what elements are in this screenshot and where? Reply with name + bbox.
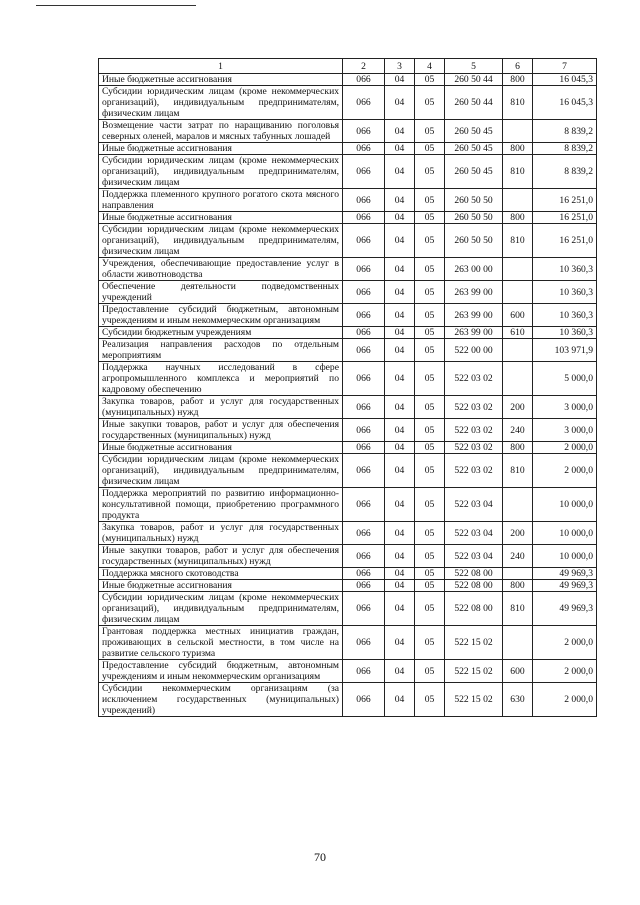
target-article-cell: 522 08 00 xyxy=(445,580,503,592)
amount-cell: 2 000,0 xyxy=(533,442,597,454)
table-row xyxy=(99,396,597,419)
expense-type-cell xyxy=(503,258,533,281)
table-row xyxy=(99,592,597,626)
amount-cell: 10 360,3 xyxy=(533,281,597,304)
section-code-cell: 04 xyxy=(385,224,415,258)
section-code-cell: 04 xyxy=(385,327,415,339)
ministry-code-cell: 066 xyxy=(343,281,385,304)
subsection-code-cell: 05 xyxy=(415,660,445,683)
ministry-code-cell: 066 xyxy=(343,419,385,442)
table-row xyxy=(99,488,597,522)
expense-type-cell: 600 xyxy=(503,304,533,327)
subsection-code-cell: 05 xyxy=(415,362,445,396)
subsection-code-cell: 05 xyxy=(415,454,445,488)
expense-type-cell: 800 xyxy=(503,74,533,86)
expense-type-cell: 810 xyxy=(503,86,533,120)
subsection-code-cell: 05 xyxy=(415,74,445,86)
amount-cell: 16 045,3 xyxy=(533,74,597,86)
ministry-code-cell: 066 xyxy=(343,120,385,143)
ministry-code-cell: 066 xyxy=(343,683,385,717)
column-header: 1 xyxy=(99,59,343,74)
section-code-cell: 04 xyxy=(385,626,415,660)
subsection-code-cell: 05 xyxy=(415,339,445,362)
subsection-code-cell: 05 xyxy=(415,86,445,120)
table-row xyxy=(99,155,597,189)
target-article-cell: 522 00 00 xyxy=(445,339,503,362)
target-article-cell: 522 03 02 xyxy=(445,419,503,442)
expense-type-cell: 610 xyxy=(503,327,533,339)
table-row xyxy=(99,189,597,212)
ministry-code-cell: 066 xyxy=(343,327,385,339)
column-header: 7 xyxy=(533,59,597,74)
table-row xyxy=(99,683,597,717)
column-header: 2 xyxy=(343,59,385,74)
target-article-cell: 263 00 00 xyxy=(445,258,503,281)
expense-name-cell: Предоставление субсидий бюджетным, автономным учреждениям и иным некоммерческим организациям xyxy=(99,660,343,683)
expense-type-cell xyxy=(503,362,533,396)
amount-cell: 2 000,0 xyxy=(533,626,597,660)
table-row xyxy=(99,660,597,683)
expense-type-cell: 240 xyxy=(503,419,533,442)
target-article-cell: 263 99 00 xyxy=(445,304,503,327)
subsection-code-cell: 05 xyxy=(415,189,445,212)
table-row xyxy=(99,568,597,580)
appropriations-table xyxy=(98,58,597,717)
expense-name-cell: Субсидии юридическим лицам (кроме некоммерческих организаций), индивидуальным предпринимателям, физическим лицам xyxy=(99,592,343,626)
table-row xyxy=(99,454,597,488)
target-article-cell: 522 15 02 xyxy=(445,626,503,660)
target-article-cell: 260 50 50 xyxy=(445,212,503,224)
table-row xyxy=(99,580,597,592)
amount-cell: 49 969,3 xyxy=(533,580,597,592)
subsection-code-cell: 05 xyxy=(415,592,445,626)
ministry-code-cell: 066 xyxy=(343,74,385,86)
ministry-code-cell: 066 xyxy=(343,143,385,155)
section-code-cell: 04 xyxy=(385,683,415,717)
expense-type-cell: 810 xyxy=(503,224,533,258)
expense-type-cell: 810 xyxy=(503,454,533,488)
expense-type-cell xyxy=(503,281,533,304)
ministry-code-cell: 066 xyxy=(343,189,385,212)
ministry-code-cell: 066 xyxy=(343,580,385,592)
ministry-code-cell: 066 xyxy=(343,396,385,419)
amount-cell: 16 045,3 xyxy=(533,86,597,120)
expense-name-cell: Закупка товаров, работ и услуг для государственных (муниципальных) нужд xyxy=(99,522,343,545)
expense-name-cell: Возмещение части затрат по наращиванию поголовья северных оленей, маралов и мясных табунных лошадей xyxy=(99,120,343,143)
subsection-code-cell: 05 xyxy=(415,568,445,580)
table-row xyxy=(99,304,597,327)
amount-cell: 10 000,0 xyxy=(533,545,597,568)
subsection-code-cell: 05 xyxy=(415,545,445,568)
expense-name-cell: Иные бюджетные ассигнования xyxy=(99,74,343,86)
expense-type-cell xyxy=(503,189,533,212)
amount-cell: 8 839,2 xyxy=(533,155,597,189)
target-article-cell: 260 50 50 xyxy=(445,224,503,258)
table-row xyxy=(99,224,597,258)
ministry-code-cell: 066 xyxy=(343,304,385,327)
expense-name-cell: Реализация направления расходов по отдельным мероприятиям xyxy=(99,339,343,362)
amount-cell: 16 251,0 xyxy=(533,189,597,212)
section-code-cell: 04 xyxy=(385,454,415,488)
table-row xyxy=(99,86,597,120)
table-row xyxy=(99,362,597,396)
target-article-cell: 522 03 02 xyxy=(445,362,503,396)
subsection-code-cell: 05 xyxy=(415,327,445,339)
expense-type-cell: 800 xyxy=(503,442,533,454)
subsection-code-cell: 05 xyxy=(415,258,445,281)
expense-name-cell: Субсидии бюджетным учреждениям xyxy=(99,327,343,339)
table-body xyxy=(99,74,597,717)
target-article-cell: 260 50 44 xyxy=(445,74,503,86)
amount-cell: 2 000,0 xyxy=(533,660,597,683)
section-code-cell: 04 xyxy=(385,522,415,545)
subsection-code-cell: 05 xyxy=(415,212,445,224)
top-margin-rule xyxy=(36,0,196,6)
table-row xyxy=(99,339,597,362)
ministry-code-cell: 066 xyxy=(343,258,385,281)
target-article-cell: 260 50 44 xyxy=(445,86,503,120)
expense-name-cell: Иные закупки товаров, работ и услуг для обеспечения государственных (муниципальных) нужд xyxy=(99,419,343,442)
subsection-code-cell: 05 xyxy=(415,281,445,304)
target-article-cell: 263 99 00 xyxy=(445,327,503,339)
section-code-cell: 04 xyxy=(385,120,415,143)
expense-type-cell: 810 xyxy=(503,155,533,189)
expense-name-cell: Учреждения, обеспечивающие предоставление услуг в области животноводства xyxy=(99,258,343,281)
subsection-code-cell: 05 xyxy=(415,580,445,592)
amount-cell: 10 360,3 xyxy=(533,304,597,327)
target-article-cell: 260 50 50 xyxy=(445,189,503,212)
amount-cell: 10 000,0 xyxy=(533,522,597,545)
subsection-code-cell: 05 xyxy=(415,396,445,419)
target-article-cell: 260 50 45 xyxy=(445,143,503,155)
target-article-cell: 522 03 04 xyxy=(445,522,503,545)
target-article-cell: 260 50 45 xyxy=(445,120,503,143)
table-row xyxy=(99,281,597,304)
page-number: 70 xyxy=(314,850,326,864)
expense-name-cell: Поддержка мясного скотоводства xyxy=(99,568,343,580)
amount-cell: 8 839,2 xyxy=(533,143,597,155)
ministry-code-cell: 066 xyxy=(343,454,385,488)
expense-type-cell: 600 xyxy=(503,660,533,683)
ministry-code-cell: 066 xyxy=(343,488,385,522)
expense-name-cell: Субсидии некоммерческим организациям (за исключением государственных (муниципальных) учреждений) xyxy=(99,683,343,717)
table-header-row xyxy=(99,59,597,74)
expense-type-cell xyxy=(503,568,533,580)
ministry-code-cell: 066 xyxy=(343,568,385,580)
ministry-code-cell: 066 xyxy=(343,660,385,683)
amount-cell: 10 360,3 xyxy=(533,327,597,339)
column-header: 4 xyxy=(415,59,445,74)
expense-type-cell: 810 xyxy=(503,592,533,626)
subsection-code-cell: 05 xyxy=(415,442,445,454)
subsection-code-cell: 05 xyxy=(415,419,445,442)
amount-cell: 10 360,3 xyxy=(533,258,597,281)
expense-type-cell: 800 xyxy=(503,143,533,155)
target-article-cell: 522 03 04 xyxy=(445,488,503,522)
expense-name-cell: Субсидии юридическим лицам (кроме некоммерческих организаций), индивидуальным предпринимателям, физическим лицам xyxy=(99,454,343,488)
amount-cell: 3 000,0 xyxy=(533,396,597,419)
subsection-code-cell: 05 xyxy=(415,143,445,155)
section-code-cell: 04 xyxy=(385,592,415,626)
section-code-cell: 04 xyxy=(385,339,415,362)
amount-cell: 16 251,0 xyxy=(533,224,597,258)
expense-name-cell: Закупка товаров, работ и услуг для государственных (муниципальных) нужд xyxy=(99,396,343,419)
ministry-code-cell: 066 xyxy=(343,442,385,454)
amount-cell: 3 000,0 xyxy=(533,419,597,442)
subsection-code-cell: 05 xyxy=(415,120,445,143)
amount-cell: 10 000,0 xyxy=(533,488,597,522)
target-article-cell: 522 03 04 xyxy=(445,545,503,568)
amount-cell: 103 971,9 xyxy=(533,339,597,362)
ministry-code-cell: 066 xyxy=(343,212,385,224)
ministry-code-cell: 066 xyxy=(343,545,385,568)
section-code-cell: 04 xyxy=(385,212,415,224)
subsection-code-cell: 05 xyxy=(415,304,445,327)
expense-name-cell: Обеспечение деятельности подведомственных учреждений xyxy=(99,281,343,304)
ministry-code-cell: 066 xyxy=(343,626,385,660)
amount-cell: 8 839,2 xyxy=(533,120,597,143)
expense-type-cell xyxy=(503,120,533,143)
ministry-code-cell: 066 xyxy=(343,592,385,626)
expense-type-cell xyxy=(503,488,533,522)
section-code-cell: 04 xyxy=(385,86,415,120)
column-header: 3 xyxy=(385,59,415,74)
table-row xyxy=(99,626,597,660)
expense-type-cell: 200 xyxy=(503,396,533,419)
target-article-cell: 522 03 02 xyxy=(445,396,503,419)
expense-name-cell: Субсидии юридическим лицам (кроме некоммерческих организаций), индивидуальным предпринимателям, физическим лицам xyxy=(99,86,343,120)
column-header: 5 xyxy=(445,59,503,74)
table-row xyxy=(99,258,597,281)
expense-name-cell: Иные бюджетные ассигнования xyxy=(99,580,343,592)
subsection-code-cell: 05 xyxy=(415,224,445,258)
expense-name-cell: Субсидии юридическим лицам (кроме некоммерческих организаций), индивидуальным предпринимателям, физическим лицам xyxy=(99,155,343,189)
amount-cell: 2 000,0 xyxy=(533,454,597,488)
target-article-cell: 522 03 02 xyxy=(445,442,503,454)
table-row xyxy=(99,212,597,224)
section-code-cell: 04 xyxy=(385,304,415,327)
amount-cell: 49 969,3 xyxy=(533,568,597,580)
table-row xyxy=(99,522,597,545)
expense-type-cell: 240 xyxy=(503,545,533,568)
amount-cell: 49 969,3 xyxy=(533,592,597,626)
subsection-code-cell: 05 xyxy=(415,155,445,189)
expense-type-cell: 800 xyxy=(503,212,533,224)
table-row xyxy=(99,419,597,442)
expense-name-cell: Грантовая поддержка местных инициатив граждан, проживающих в сельской местности, в том числе на развитие сельского туризма xyxy=(99,626,343,660)
target-article-cell: 522 08 00 xyxy=(445,592,503,626)
amount-cell: 2 000,0 xyxy=(533,683,597,717)
expense-name-cell: Иные бюджетные ассигнования xyxy=(99,143,343,155)
expense-name-cell: Иные бюджетные ассигнования xyxy=(99,442,343,454)
section-code-cell: 04 xyxy=(385,155,415,189)
amount-cell: 5 000,0 xyxy=(533,362,597,396)
section-code-cell: 04 xyxy=(385,660,415,683)
section-code-cell: 04 xyxy=(385,258,415,281)
expense-name-cell: Поддержка научных исследований в сфере агропромышленного комплекса и мероприятий по кадровому обеспечению xyxy=(99,362,343,396)
expense-type-cell xyxy=(503,339,533,362)
target-article-cell: 263 99 00 xyxy=(445,281,503,304)
section-code-cell: 04 xyxy=(385,189,415,212)
section-code-cell: 04 xyxy=(385,545,415,568)
expense-name-cell: Поддержка племенного крупного рогатого скота мясного направления xyxy=(99,189,343,212)
expense-type-cell: 800 xyxy=(503,580,533,592)
expense-name-cell: Поддержка мероприятий по развитию информационно-консультативной помощи, приобретению программного продукта xyxy=(99,488,343,522)
section-code-cell: 04 xyxy=(385,442,415,454)
subsection-code-cell: 05 xyxy=(415,626,445,660)
target-article-cell: 522 15 02 xyxy=(445,660,503,683)
expense-type-cell xyxy=(503,626,533,660)
section-code-cell: 04 xyxy=(385,580,415,592)
ministry-code-cell: 066 xyxy=(343,522,385,545)
ministry-code-cell: 066 xyxy=(343,86,385,120)
table-row xyxy=(99,327,597,339)
expense-type-cell: 630 xyxy=(503,683,533,717)
subsection-code-cell: 05 xyxy=(415,683,445,717)
appropriations-table-wrap xyxy=(98,58,596,717)
section-code-cell: 04 xyxy=(385,362,415,396)
table-row xyxy=(99,545,597,568)
column-header: 6 xyxy=(503,59,533,74)
expense-name-cell: Субсидии юридическим лицам (кроме некоммерческих организаций), индивидуальным предпринимателям, физическим лицам xyxy=(99,224,343,258)
amount-cell: 16 251,0 xyxy=(533,212,597,224)
section-code-cell: 04 xyxy=(385,488,415,522)
target-article-cell: 522 03 02 xyxy=(445,454,503,488)
section-code-cell: 04 xyxy=(385,396,415,419)
section-code-cell: 04 xyxy=(385,568,415,580)
table-row xyxy=(99,143,597,155)
target-article-cell: 260 50 45 xyxy=(445,155,503,189)
table-row xyxy=(99,442,597,454)
ministry-code-cell: 066 xyxy=(343,339,385,362)
expense-type-cell: 200 xyxy=(503,522,533,545)
ministry-code-cell: 066 xyxy=(343,362,385,396)
expense-name-cell: Иные бюджетные ассигнования xyxy=(99,212,343,224)
target-article-cell: 522 15 02 xyxy=(445,683,503,717)
expense-name-cell: Иные закупки товаров, работ и услуг для обеспечения государственных (муниципальных) нужд xyxy=(99,545,343,568)
target-article-cell: 522 08 00 xyxy=(445,568,503,580)
section-code-cell: 04 xyxy=(385,74,415,86)
section-code-cell: 04 xyxy=(385,419,415,442)
table-row xyxy=(99,74,597,86)
section-code-cell: 04 xyxy=(385,143,415,155)
section-code-cell: 04 xyxy=(385,281,415,304)
subsection-code-cell: 05 xyxy=(415,522,445,545)
ministry-code-cell: 066 xyxy=(343,224,385,258)
table-row xyxy=(99,120,597,143)
subsection-code-cell: 05 xyxy=(415,488,445,522)
expense-name-cell: Предоставление субсидий бюджетным, автономным учреждениям и иным некоммерческим организациям xyxy=(99,304,343,327)
ministry-code-cell: 066 xyxy=(343,155,385,189)
